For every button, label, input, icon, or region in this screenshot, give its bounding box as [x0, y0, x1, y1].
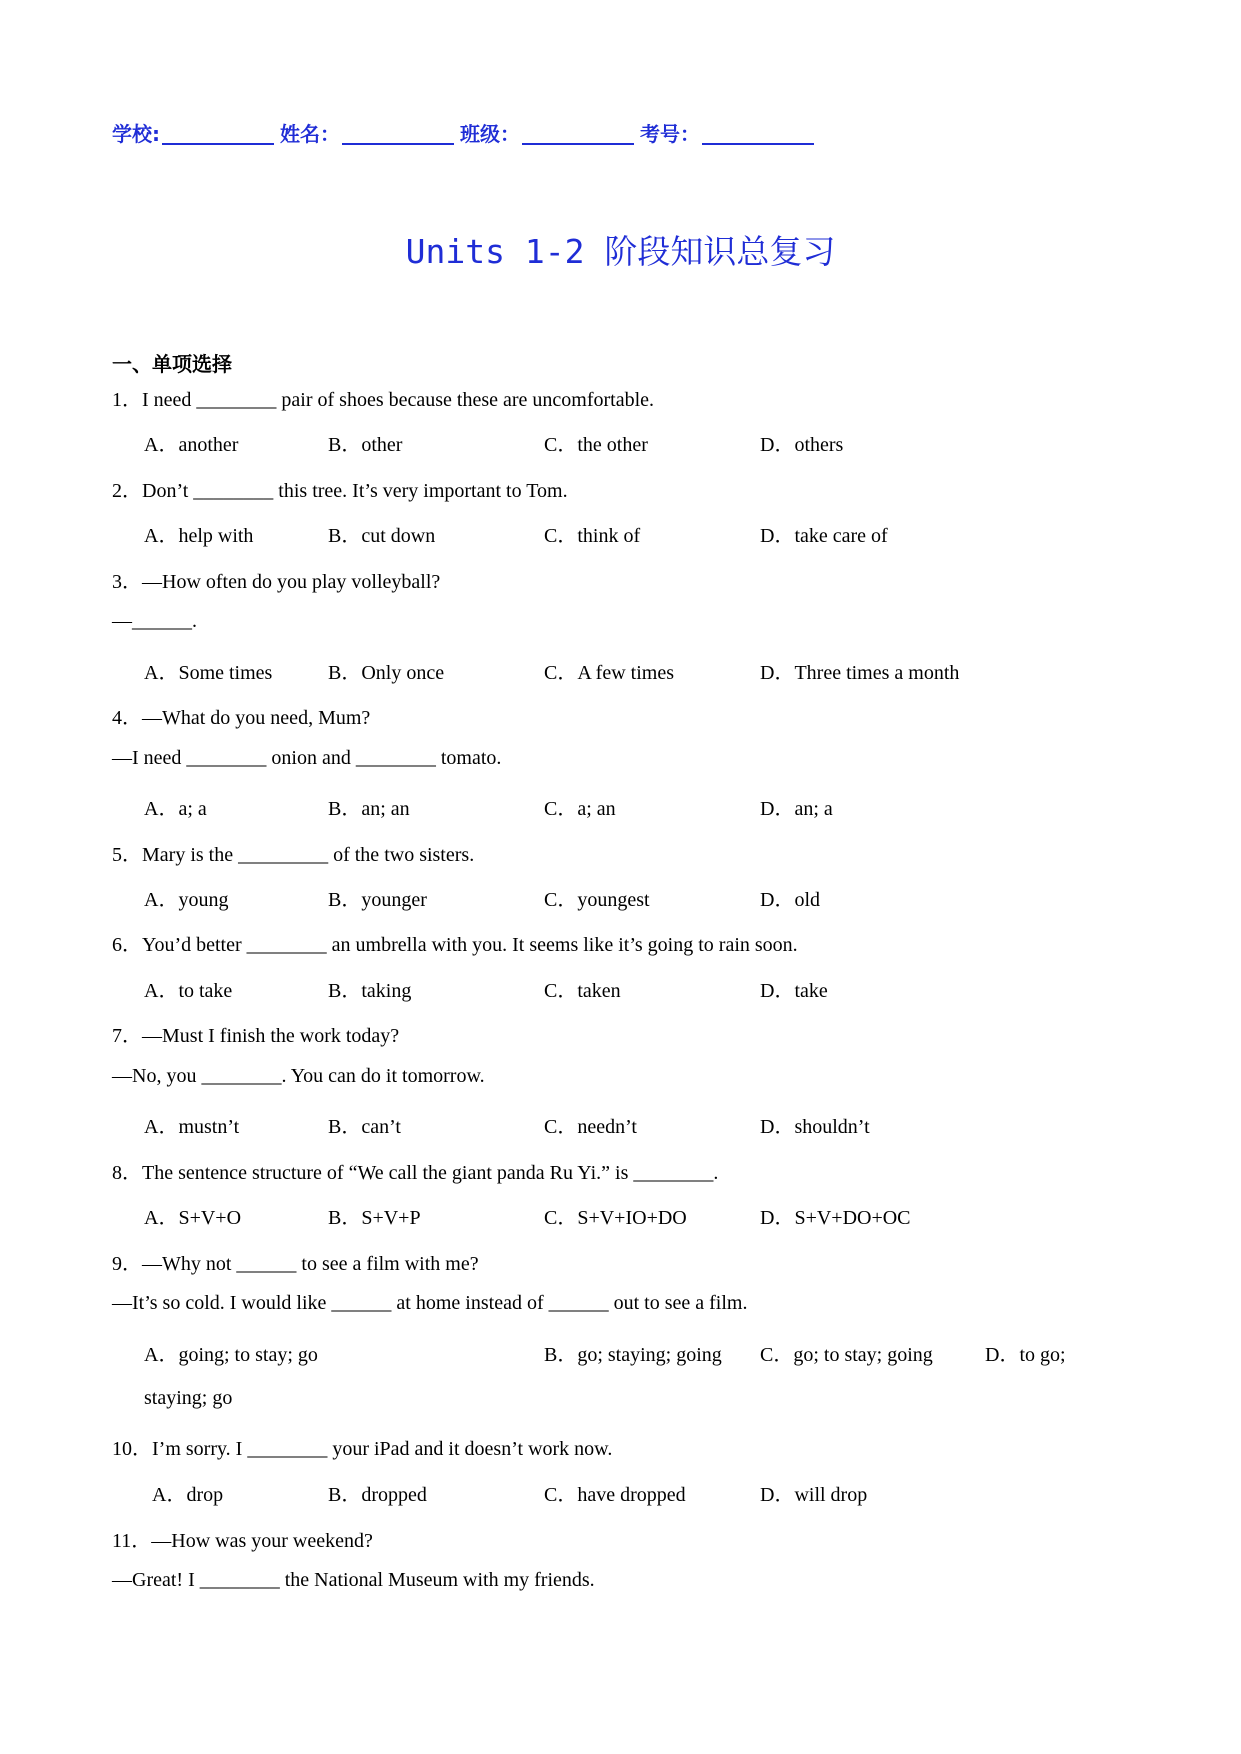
exam-number-blank[interactable]	[702, 123, 814, 145]
name-blank[interactable]	[342, 123, 454, 145]
question-6-option-b[interactable]: B．taking	[328, 980, 412, 1002]
question-9-stem: 9．—Why not ______ to see a film with me?	[112, 1253, 479, 1275]
question-11-stem: 11．—How was your weekend?	[112, 1530, 373, 1552]
question-5-option-d[interactable]: D．old	[760, 889, 820, 911]
class-label: 班级：	[460, 122, 520, 146]
school-label: 学校:	[112, 122, 160, 146]
question-7-option-d[interactable]: D．shouldn’t	[760, 1116, 870, 1138]
question-2-option-b[interactable]: B．cut down	[328, 525, 436, 547]
question-7-answer-line: —No, you ________. You can do it tomorrow.	[112, 1065, 485, 1087]
page-title: Units 1-2 阶段知识总复习	[405, 232, 836, 271]
question-2-option-d[interactable]: D．take care of	[760, 525, 888, 547]
question-8-stem: 8．The sentence structure of “We call the giant panda Ru Yi.” is ________.	[112, 1162, 719, 1184]
exam-number-label: 考号：	[640, 122, 700, 146]
question-5-stem: 5．Mary is the _________ of the two sisters.	[112, 844, 475, 866]
question-9-option-c[interactable]: C．go; to stay; going	[760, 1344, 933, 1366]
school-blank[interactable]	[162, 123, 274, 145]
question-7-option-c[interactable]: C．needn’t	[544, 1116, 637, 1138]
question-3-answer-line: —______.	[112, 610, 197, 632]
question-3-option-c[interactable]: C．A few times	[544, 662, 674, 684]
question-6-option-d[interactable]: D．take	[760, 980, 828, 1002]
question-7-option-b[interactable]: B．can’t	[328, 1116, 401, 1138]
question-1-option-a[interactable]: A．another	[144, 434, 239, 456]
question-8-option-c[interactable]: C．S+V+IO+DO	[544, 1207, 687, 1229]
class-blank[interactable]	[522, 123, 634, 145]
question-8-option-d[interactable]: D．S+V+DO+OC	[760, 1207, 911, 1229]
question-11-answer-line: —Great! I ________ the National Museum with my friends.	[112, 1569, 595, 1591]
question-9-option-a[interactable]: A．going; to stay; go	[144, 1344, 318, 1366]
question-9-option-b[interactable]: B．go; staying; going	[544, 1344, 722, 1366]
question-9-option-d[interactable]: D．to go;	[985, 1344, 1066, 1366]
question-2-option-c[interactable]: C．think of	[544, 525, 641, 547]
question-3-option-d[interactable]: D．Three times a month	[760, 662, 960, 684]
question-10-stem: 10．I’m sorry. I ________ your iPad and it doesn’t work now.	[112, 1438, 613, 1460]
name-label: 姓名：	[280, 122, 340, 146]
question-2-stem: 2．Don’t ________ this tree. It’s very important to Tom.	[112, 480, 568, 502]
question-3-stem: 3．—How often do you play volleyball?	[112, 571, 441, 593]
question-6-option-a[interactable]: A．to take	[144, 980, 233, 1002]
question-5-option-a[interactable]: A．young	[144, 889, 229, 911]
question-3-option-a[interactable]: A．Some times	[144, 662, 273, 684]
question-1-option-d[interactable]: D．others	[760, 434, 844, 456]
question-4-option-c[interactable]: C．a; an	[544, 798, 616, 820]
question-10-option-b[interactable]: B．dropped	[328, 1484, 427, 1506]
question-7-stem: 7．—Must I finish the work today?	[112, 1025, 400, 1047]
question-5-option-c[interactable]: C．youngest	[544, 889, 650, 911]
question-1-option-c[interactable]: C．the other	[544, 434, 648, 456]
question-9-answer-line: —It’s so cold. I would like ______ at home instead of ______ out to see a film.	[112, 1292, 748, 1314]
question-4-stem: 4．—What do you need, Mum?	[112, 707, 371, 729]
question-4-answer-line: —I need ________ onion and ________ tomato.	[112, 747, 502, 769]
question-3-option-b[interactable]: B．Only once	[328, 662, 445, 684]
question-5-option-b[interactable]: B．younger	[328, 889, 427, 911]
question-10-option-a[interactable]: A．drop	[152, 1484, 224, 1506]
question-1-stem: 1．I need ________ pair of shoes because these are uncomfortable.	[112, 389, 655, 411]
question-8-option-a[interactable]: A．S+V+O	[144, 1207, 242, 1229]
question-7-option-a[interactable]: A．mustn’t	[144, 1116, 240, 1138]
question-4-option-a[interactable]: A．a; a	[144, 798, 207, 820]
question-10-option-d[interactable]: D．will drop	[760, 1484, 868, 1506]
question-4-option-d[interactable]: D．an; a	[760, 798, 833, 820]
question-2-option-a[interactable]: A．help with	[144, 525, 254, 547]
question-9-option-d-continued[interactable]: staying; go	[144, 1387, 233, 1409]
section-title: 一、单项选择	[112, 352, 232, 376]
question-1-option-b[interactable]: B．other	[328, 434, 403, 456]
question-6-option-c[interactable]: C．taken	[544, 980, 621, 1002]
question-8-option-b[interactable]: B．S+V+P	[328, 1207, 421, 1229]
question-4-option-b[interactable]: B．an; an	[328, 798, 410, 820]
question-6-stem: 6．You’d better ________ an umbrella with you. It seems like it’s going to rain soon.	[112, 934, 798, 956]
student-info-header	[112, 118, 820, 147]
question-10-option-c[interactable]: C．have dropped	[544, 1484, 686, 1506]
